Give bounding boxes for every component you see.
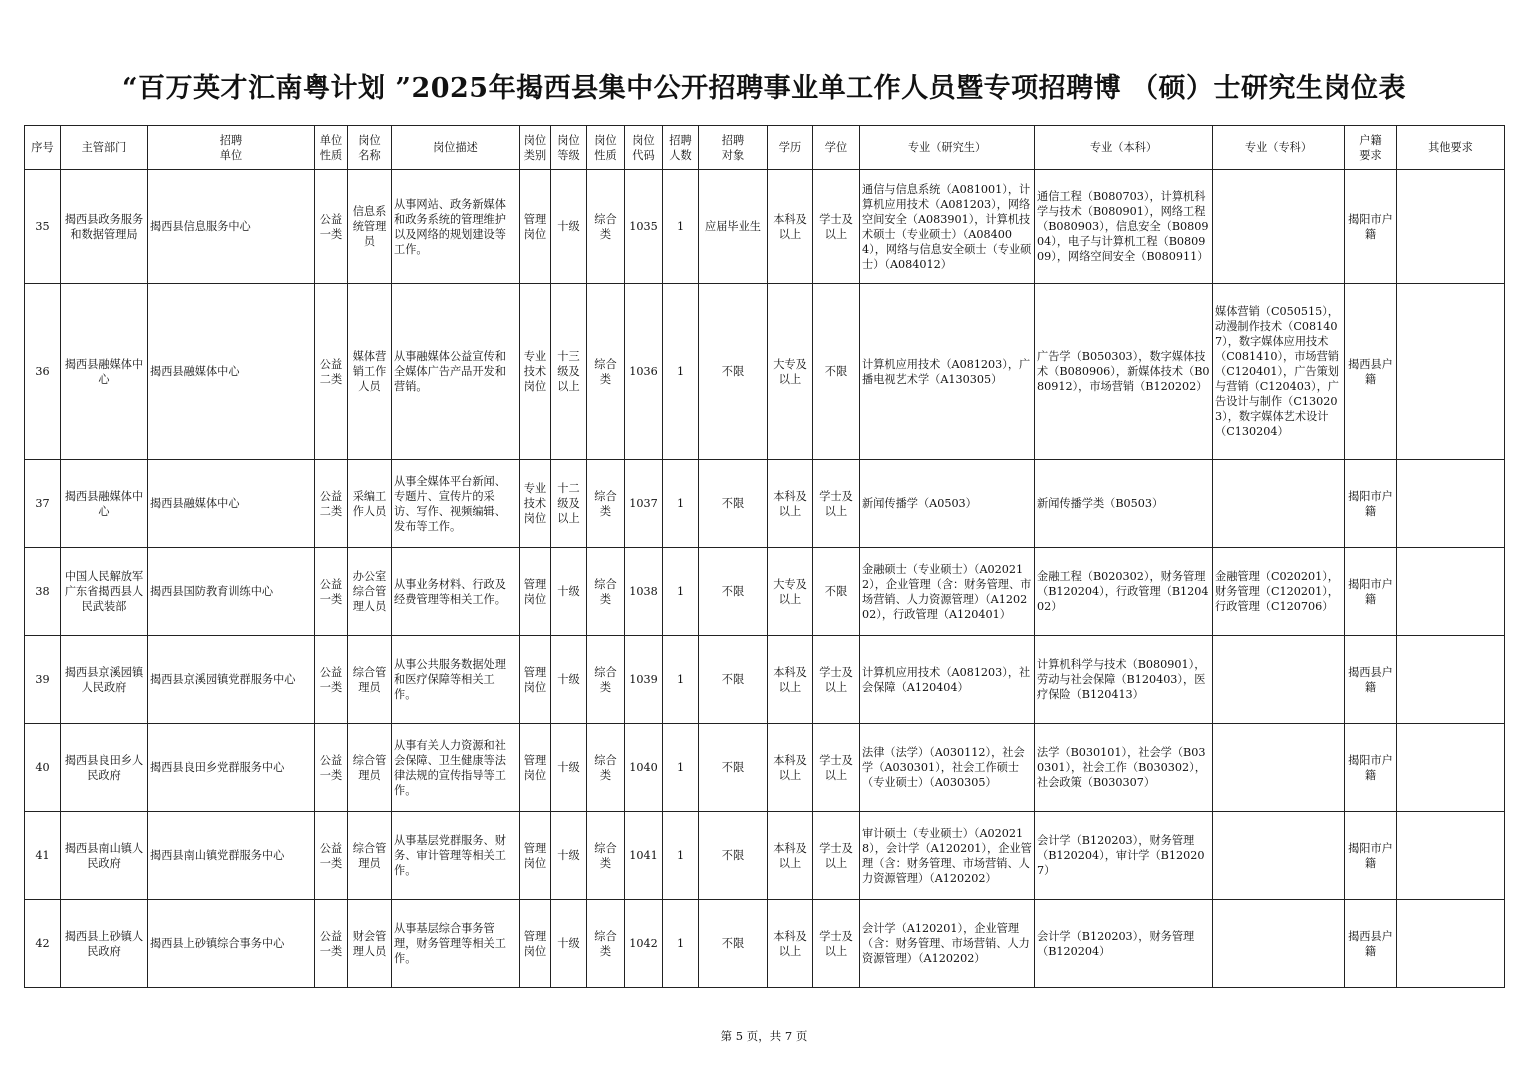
column-header: 岗位 代码 xyxy=(625,126,663,170)
cell-pnature: 综合类 xyxy=(587,460,625,548)
cell-post: 财会管理人员 xyxy=(348,900,392,988)
cell-level: 十级 xyxy=(551,548,587,636)
cell-other xyxy=(1397,284,1505,460)
table-row xyxy=(25,724,1505,812)
cell-dept: 揭西县融媒体中心 xyxy=(61,460,148,548)
column-header: 学位 xyxy=(813,126,860,170)
page-title: “百万英才汇南粤计划 ”2025年揭西县集中公开招聘事业单工作人员暨专项招聘博 （硕）士研究生岗位表 xyxy=(121,73,1406,104)
column-header: 专业（专科） xyxy=(1213,126,1345,170)
cell-code: 1040 xyxy=(625,724,663,812)
column-header: 序号 xyxy=(25,126,61,170)
cell-dept: 中国人民解放军广东省揭西县人民武装部 xyxy=(61,548,148,636)
cell-major-ug: 广告学（B050303），数字媒体技术（B080906），新媒体技术（B080912），市场营销（B120202） xyxy=(1035,284,1213,460)
cell-nature: 公益二类 xyxy=(315,284,348,460)
cell-unit: 揭西县南山镇党群服务中心 xyxy=(148,812,315,900)
cell-major-grad: 通信与信息系统（A081001），计算机应用技术（A081203），网络空间安全（A083901），计算机技术硕士（专业硕士）（A084004），网络与信息安全硕士（专业硕士）（A084012） xyxy=(860,170,1035,284)
cell-edu: 本科及以上 xyxy=(768,724,813,812)
cell-nature: 公益一类 xyxy=(315,812,348,900)
cell-unit: 揭西县融媒体中心 xyxy=(148,284,315,460)
cell-dept: 揭西县融媒体中心 xyxy=(61,284,148,460)
cell-major-grad: 计算机应用技术（A081203），社会保障（A120404） xyxy=(860,636,1035,724)
cell-unit: 揭西县良田乡党群服务中心 xyxy=(148,724,315,812)
cell-pnature: 综合类 xyxy=(587,724,625,812)
cell-no: 42 xyxy=(25,900,61,988)
cell-other xyxy=(1397,460,1505,548)
column-header: 岗位 性质 xyxy=(587,126,625,170)
cell-dept: 揭西县良田乡人民政府 xyxy=(61,724,148,812)
cell-unit: 揭西县融媒体中心 xyxy=(148,460,315,548)
cell-desc: 从事全媒体平台新闻、专题片、宣传片的采访、写作、视频编辑、发布等工作。 xyxy=(392,460,520,548)
cell-pnature: 综合类 xyxy=(587,548,625,636)
cell-edu: 本科及以上 xyxy=(768,170,813,284)
cell-level: 十级 xyxy=(551,170,587,284)
cell-edu: 大专及以上 xyxy=(768,548,813,636)
positions-table xyxy=(24,125,1505,988)
table-row xyxy=(25,900,1505,988)
cell-other xyxy=(1397,724,1505,812)
cell-dept: 揭西县上砂镇人民政府 xyxy=(61,900,148,988)
cell-dept: 揭西县京溪园镇人民政府 xyxy=(61,636,148,724)
table-header xyxy=(25,126,1505,170)
column-header: 单位 性质 xyxy=(315,126,348,170)
cell-code: 1037 xyxy=(625,460,663,548)
cell-level: 十三级及以上 xyxy=(551,284,587,460)
cell-major-ug: 通信工程（B080703），计算机科学与技术（B080901），网络工程（B080903），信息安全（B080904），电子与计算机工程（B080909），网络空间安全（B080911） xyxy=(1035,170,1213,284)
cell-unit: 揭西县国防教育训练中心 xyxy=(148,548,315,636)
cell-category: 管理岗位 xyxy=(520,548,551,636)
cell-other xyxy=(1397,812,1505,900)
cell-nature: 公益一类 xyxy=(315,636,348,724)
cell-major-ug: 新闻传播学类（B0503） xyxy=(1035,460,1213,548)
cell-pnature: 综合类 xyxy=(587,812,625,900)
table-row xyxy=(25,170,1505,284)
cell-code: 1035 xyxy=(625,170,663,284)
cell-category: 管理岗位 xyxy=(520,812,551,900)
cell-desc: 从事基层党群服务、财务、审计管理等相关工作。 xyxy=(392,812,520,900)
cell-code: 1041 xyxy=(625,812,663,900)
header-row xyxy=(25,126,1505,170)
cell-count: 1 xyxy=(663,724,699,812)
cell-post: 综合管理员 xyxy=(348,812,392,900)
cell-major-ug: 会计学（B120203），财务管理（B120204） xyxy=(1035,900,1213,988)
cell-nature: 公益一类 xyxy=(315,724,348,812)
cell-degree: 学士及以上 xyxy=(813,636,860,724)
cell-edu: 本科及以上 xyxy=(768,900,813,988)
cell-hukou: 揭阳市户籍 xyxy=(1345,460,1397,548)
cell-target: 不限 xyxy=(699,724,768,812)
cell-desc: 从事公共服务数据处理和医疗保障等相关工作。 xyxy=(392,636,520,724)
table-row xyxy=(25,460,1505,548)
cell-no: 40 xyxy=(25,724,61,812)
column-header: 招聘 对象 xyxy=(699,126,768,170)
cell-major-grad: 金融硕士（专业硕士）（A020212），企业管理（含：财务管理、市场营销、人力资源管理）（A120202），行政管理（A120401） xyxy=(860,548,1035,636)
cell-level: 十二级及以上 xyxy=(551,460,587,548)
column-header: 主管部门 xyxy=(61,126,148,170)
column-header: 岗位 等级 xyxy=(551,126,587,170)
cell-target: 应届毕业生 xyxy=(699,170,768,284)
cell-major-jc xyxy=(1213,460,1345,548)
cell-count: 1 xyxy=(663,548,699,636)
cell-level: 十级 xyxy=(551,636,587,724)
column-header: 岗位 名称 xyxy=(348,126,392,170)
cell-other xyxy=(1397,636,1505,724)
cell-major-ug: 法学（B030101），社会学（B030301），社会工作（B030302），社会政策（B030307） xyxy=(1035,724,1213,812)
cell-hukou: 揭阳市户籍 xyxy=(1345,170,1397,284)
cell-degree: 学士及以上 xyxy=(813,812,860,900)
cell-major-grad: 法律（法学）（A030112），社会学（A030301），社会工作硕士（专业硕士）（A030305） xyxy=(860,724,1035,812)
cell-degree: 学士及以上 xyxy=(813,460,860,548)
cell-dept: 揭西县南山镇人民政府 xyxy=(61,812,148,900)
cell-desc: 从事业务材料、行政及经费管理等相关工作。 xyxy=(392,548,520,636)
cell-target: 不限 xyxy=(699,636,768,724)
cell-pnature: 综合类 xyxy=(587,636,625,724)
cell-edu: 本科及以上 xyxy=(768,460,813,548)
cell-no: 38 xyxy=(25,548,61,636)
cell-hukou: 揭阳市户籍 xyxy=(1345,724,1397,812)
cell-major-grad: 新闻传播学（A0503） xyxy=(860,460,1035,548)
cell-hukou: 揭西县户籍 xyxy=(1345,900,1397,988)
cell-degree: 不限 xyxy=(813,284,860,460)
cell-nature: 公益一类 xyxy=(315,900,348,988)
cell-major-jc xyxy=(1213,636,1345,724)
cell-target: 不限 xyxy=(699,460,768,548)
cell-degree: 学士及以上 xyxy=(813,900,860,988)
cell-major-jc xyxy=(1213,900,1345,988)
cell-level: 十级 xyxy=(551,900,587,988)
cell-count: 1 xyxy=(663,812,699,900)
cell-count: 1 xyxy=(663,900,699,988)
table-row xyxy=(25,548,1505,636)
table-row xyxy=(25,636,1505,724)
cell-post: 办公室综合管理人员 xyxy=(348,548,392,636)
table-body xyxy=(25,170,1505,988)
cell-major-ug: 计算机科学与技术（B080901），劳动与社会保障（B120403），医疗保险（B120413） xyxy=(1035,636,1213,724)
cell-hukou: 揭阳市户籍 xyxy=(1345,812,1397,900)
cell-count: 1 xyxy=(663,636,699,724)
cell-other xyxy=(1397,170,1505,284)
cell-target: 不限 xyxy=(699,284,768,460)
cell-nature: 公益一类 xyxy=(315,548,348,636)
cell-major-jc xyxy=(1213,170,1345,284)
cell-target: 不限 xyxy=(699,548,768,636)
cell-target: 不限 xyxy=(699,812,768,900)
cell-category: 管理岗位 xyxy=(520,170,551,284)
column-header: 招聘 人数 xyxy=(663,126,699,170)
cell-category: 管理岗位 xyxy=(520,724,551,812)
cell-edu: 大专及以上 xyxy=(768,284,813,460)
cell-code: 1039 xyxy=(625,636,663,724)
cell-unit: 揭西县京溪园镇党群服务中心 xyxy=(148,636,315,724)
table-row xyxy=(25,284,1505,460)
cell-dept: 揭西县政务服务和数据管理局 xyxy=(61,170,148,284)
cell-nature: 公益一类 xyxy=(315,170,348,284)
cell-major-ug: 会计学（B120203），财务管理（B120204），审计学（B120207） xyxy=(1035,812,1213,900)
cell-degree: 学士及以上 xyxy=(813,724,860,812)
cell-desc: 从事网站、政务新媒体和政务系统的管理维护以及网络的规划建设等工作。 xyxy=(392,170,520,284)
page-footer: 第 5 页，共 7 页 xyxy=(720,1029,808,1043)
cell-category: 专业技术岗位 xyxy=(520,460,551,548)
column-header: 岗位描述 xyxy=(392,126,520,170)
column-header: 专业（研究生） xyxy=(860,126,1035,170)
cell-other xyxy=(1397,900,1505,988)
cell-major-jc: 媒体营销（C050515），动漫制作技术（C081407），数字媒体应用技术（C081410），市场营销（C120401），广告策划与营销（C120403），广告设计与制作（C130203），数字媒体艺术设计（C130204） xyxy=(1213,284,1345,460)
cell-pnature: 综合类 xyxy=(587,284,625,460)
cell-major-grad: 审计硕士（专业硕士）（A020218），会计学（A120201），企业管理（含：财务管理、市场营销、人力资源管理）（A120202） xyxy=(860,812,1035,900)
cell-major-grad: 计算机应用技术（A081203），广播电视艺术学（A130305） xyxy=(860,284,1035,460)
cell-desc: 从事融媒体公益宣传和全媒体广告产品开发和营销。 xyxy=(392,284,520,460)
cell-category: 专业技术岗位 xyxy=(520,284,551,460)
cell-hukou: 揭阳市户籍 xyxy=(1345,548,1397,636)
cell-post: 采编工作人员 xyxy=(348,460,392,548)
column-header: 其他要求 xyxy=(1397,126,1505,170)
cell-no: 41 xyxy=(25,812,61,900)
table-row xyxy=(25,812,1505,900)
cell-no: 36 xyxy=(25,284,61,460)
cell-hukou: 揭西县户籍 xyxy=(1345,284,1397,460)
cell-count: 1 xyxy=(663,460,699,548)
column-header: 招聘 单位 xyxy=(148,126,315,170)
cell-unit: 揭西县信息服务中心 xyxy=(148,170,315,284)
cell-post: 综合管理员 xyxy=(348,724,392,812)
cell-major-ug: 金融工程（B020302），财务管理（B120204），行政管理（B120402） xyxy=(1035,548,1213,636)
cell-pnature: 综合类 xyxy=(587,900,625,988)
cell-category: 管理岗位 xyxy=(520,900,551,988)
cell-major-jc xyxy=(1213,812,1345,900)
cell-code: 1042 xyxy=(625,900,663,988)
cell-post: 信息系统管理员 xyxy=(348,170,392,284)
cell-desc: 从事有关人力资源和社会保障、卫生健康等法律法规的宣传指导等工作。 xyxy=(392,724,520,812)
cell-degree: 学士及以上 xyxy=(813,170,860,284)
cell-no: 37 xyxy=(25,460,61,548)
column-header: 户籍 要求 xyxy=(1345,126,1397,170)
cell-desc: 从事基层综合事务管理，财务管理等相关工作。 xyxy=(392,900,520,988)
cell-pnature: 综合类 xyxy=(587,170,625,284)
cell-degree: 不限 xyxy=(813,548,860,636)
cell-other xyxy=(1397,548,1505,636)
cell-level: 十级 xyxy=(551,812,587,900)
cell-major-grad: 会计学（A120201），企业管理（含：财务管理、市场营销、人力资源管理）（A120202） xyxy=(860,900,1035,988)
cell-edu: 本科及以上 xyxy=(768,812,813,900)
cell-no: 35 xyxy=(25,170,61,284)
cell-code: 1038 xyxy=(625,548,663,636)
cell-edu: 本科及以上 xyxy=(768,636,813,724)
column-header: 学历 xyxy=(768,126,813,170)
cell-major-jc xyxy=(1213,724,1345,812)
cell-count: 1 xyxy=(663,170,699,284)
cell-level: 十级 xyxy=(551,724,587,812)
cell-unit: 揭西县上砂镇综合事务中心 xyxy=(148,900,315,988)
cell-no: 39 xyxy=(25,636,61,724)
cell-nature: 公益二类 xyxy=(315,460,348,548)
column-header: 岗位 类别 xyxy=(520,126,551,170)
column-header: 专业（本科） xyxy=(1035,126,1213,170)
cell-major-jc: 金融管理（C020201），财务管理（C120201），行政管理（C120706） xyxy=(1213,548,1345,636)
cell-count: 1 xyxy=(663,284,699,460)
cell-code: 1036 xyxy=(625,284,663,460)
cell-target: 不限 xyxy=(699,900,768,988)
cell-hukou: 揭西县户籍 xyxy=(1345,636,1397,724)
cell-post: 媒体营销工作人员 xyxy=(348,284,392,460)
cell-category: 管理岗位 xyxy=(520,636,551,724)
cell-post: 综合管理员 xyxy=(348,636,392,724)
